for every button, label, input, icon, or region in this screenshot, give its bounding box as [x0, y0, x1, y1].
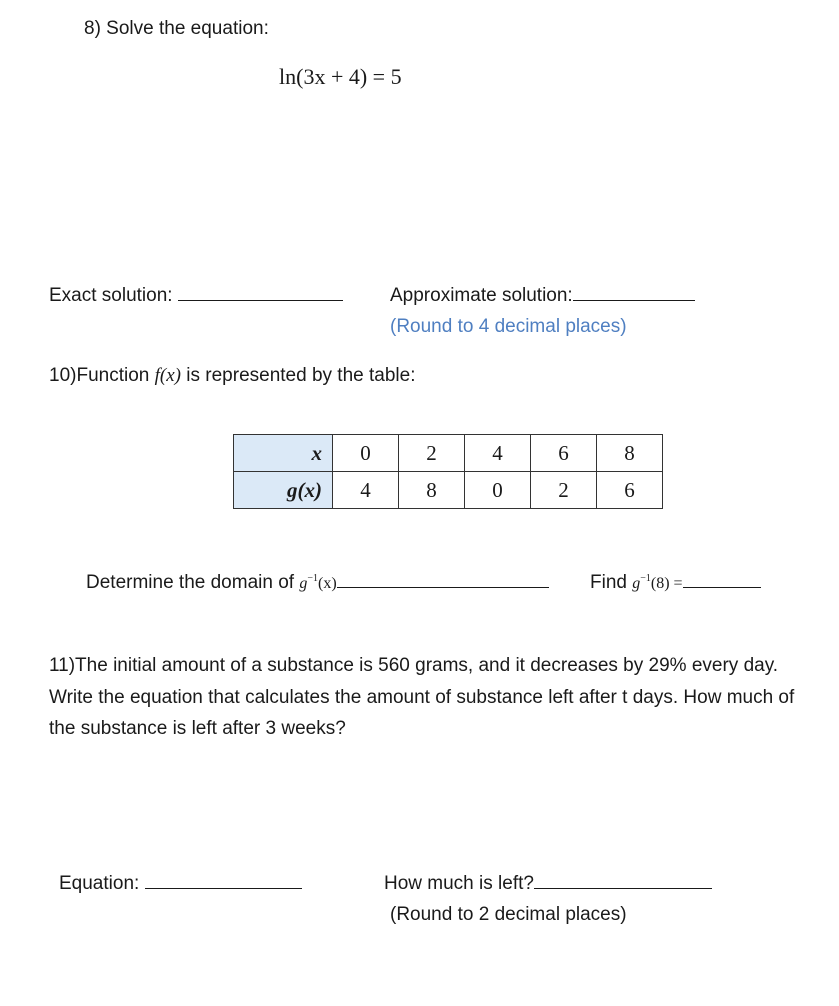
q8-round-note: (Round to 4 decimal places): [390, 316, 627, 337]
table-cell: 0: [465, 472, 531, 509]
domain-g: g: [299, 575, 308, 592]
q8-exact-solution: [49, 285, 343, 307]
q11-text: 11)The initial amount of a substance is 560 grams, and it decreases by 29% every day. Write the equation that calculates the amount of substance left after t days. How much of the substance is left after 3 weeks?: [49, 655, 795, 739]
q10-heading-text: 10)Function: [49, 365, 155, 386]
q8-equation: ln(3x + 4) = 5: [279, 64, 402, 89]
q11-round-note: (Round to 2 decimal places): [390, 904, 627, 925]
table-cell: 8: [399, 472, 465, 509]
domain-blank[interactable]: [337, 572, 549, 588]
approx-solution-label: Approximate solution:: [390, 285, 573, 306]
equation-label: Equation:: [59, 873, 145, 894]
table-cell: 4: [465, 435, 531, 472]
q10-find-prompt: [590, 572, 761, 594]
table-cell: 2: [399, 435, 465, 472]
equation-blank[interactable]: [145, 873, 302, 889]
table-cell: 6: [597, 472, 663, 509]
q8-heading: 8) Solve the equation:: [84, 18, 269, 39]
table-cell: 6: [531, 435, 597, 472]
how-much-left-label: How much is left?: [384, 873, 534, 894]
q11-equation: [59, 873, 302, 895]
q10-heading-text-end: is represented by the table:: [181, 365, 416, 386]
q10-heading: [49, 365, 415, 387]
domain-inverse-notation: [299, 575, 336, 592]
function-table: [233, 434, 663, 509]
table-cell: 8: [597, 435, 663, 472]
q11-how-much-left: [384, 873, 712, 895]
approx-solution-blank[interactable]: [573, 285, 695, 301]
find-exp: −1: [640, 573, 651, 584]
table-header-gx: g(x): [234, 472, 333, 509]
find-blank[interactable]: [683, 572, 761, 588]
domain-exp: −1: [307, 573, 318, 584]
find-label: Find: [590, 572, 633, 593]
q8-approx-solution: [390, 285, 695, 307]
domain-arg: (x): [317, 575, 337, 592]
table-cell: 2: [531, 472, 597, 509]
table-row: [234, 435, 663, 472]
domain-label: Determine the domain of: [86, 572, 300, 593]
find-arg: (8) =: [650, 575, 683, 592]
table-header-x: x: [234, 435, 333, 472]
table-row: [234, 472, 663, 509]
how-much-left-blank[interactable]: [534, 873, 712, 889]
table-cell: 0: [333, 435, 399, 472]
table-cell: 4: [333, 472, 399, 509]
q10-function-name: f(x): [154, 365, 181, 386]
find-g: g: [632, 575, 641, 592]
find-inverse-notation: [632, 575, 682, 592]
q10-domain-prompt: [86, 572, 549, 594]
exact-solution-label: Exact solution:: [49, 285, 178, 306]
exact-solution-blank[interactable]: [178, 285, 343, 301]
